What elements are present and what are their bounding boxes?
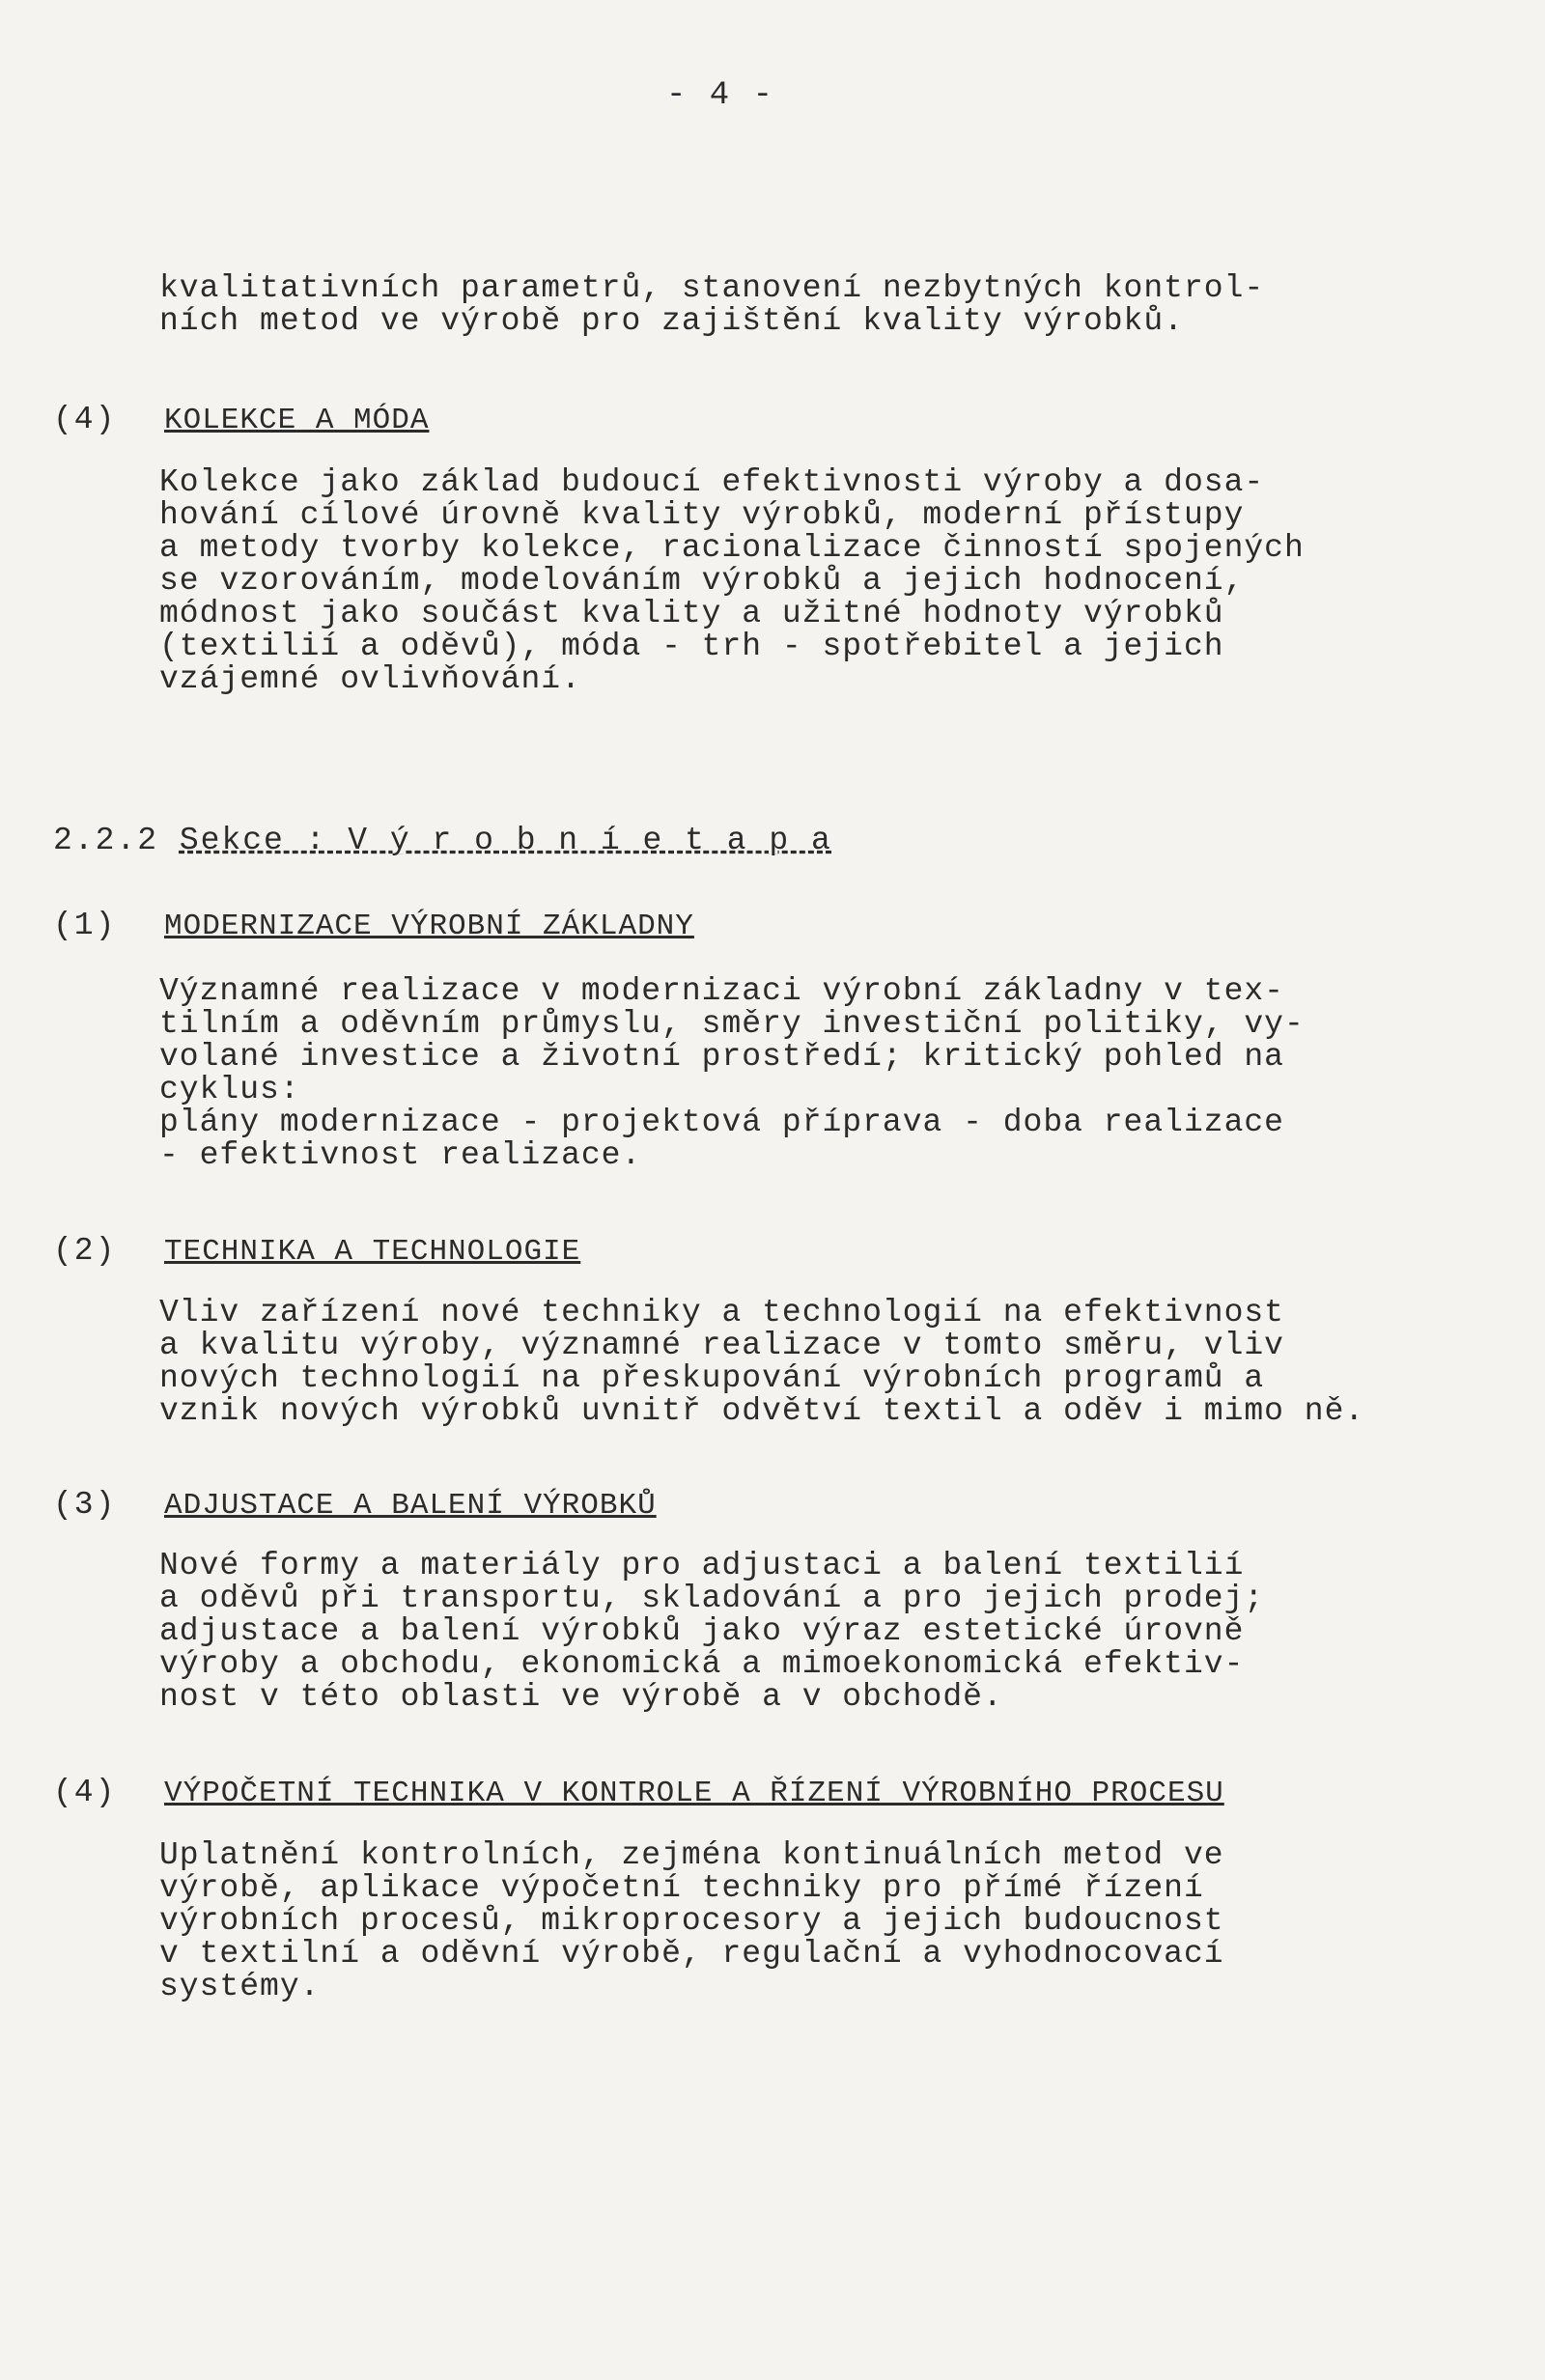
text-line: - efektivnost realizace. — [159, 1137, 642, 1173]
section-title — [53, 823, 832, 858]
item-paragraph — [159, 1839, 1444, 2003]
section-number: 2.2.2 — [53, 823, 159, 858]
text-line: adjustace a balení výrobků jako výraz estetické úrovně — [159, 1613, 1245, 1649]
text-line: a kvalitu výroby, významné realizace v tomto směru, vliv — [159, 1328, 1284, 1363]
item-heading: VÝPOČETNÍ TECHNIKA V KONTROLE A ŘÍZENÍ VÝROBNÍHO PROCESU — [164, 1777, 1224, 1810]
text-line: vznik nových výrobků uvnitř odvětví textil a oděv i mimo ně. — [159, 1393, 1365, 1429]
intro-paragraph — [159, 272, 1444, 338]
item-paragraph — [159, 466, 1444, 696]
item-heading: TECHNIKA A TECHNOLOGIE — [164, 1235, 581, 1269]
text-line: plány modernizace - projektová příprava - doba realizace — [159, 1105, 1284, 1140]
text-line: hování cílové úrovně kvality výrobků, moderní přístupy — [159, 497, 1245, 533]
item-number: (3) — [53, 1487, 117, 1523]
text-line: nových technologií na přeskupování výrobních programů a — [159, 1360, 1265, 1396]
text-line: (textilií a oděvů), móda - trh - spotřebitel a jejich — [159, 629, 1224, 664]
text-line: v textilní a oděvní výrobě, regulační a vyhodnocovací — [159, 1936, 1224, 1972]
text-line: Významné realizace v modernizaci výrobní základny v tex- — [159, 973, 1284, 1009]
item-heading: ADJUSTACE A BALENÍ VÝROBKŮ — [164, 1489, 657, 1523]
page-number: - 4 - — [666, 77, 775, 114]
text-line: výroby a obchodu, ekonomická a mimoekonomická efektiv- — [159, 1646, 1245, 1682]
item-paragraph — [159, 1550, 1444, 1714]
text-line: Vliv zařízení nové techniky a technologií na efektivnost — [159, 1295, 1284, 1330]
section-label: Sekce : V ý r o b n í e t a p a — [179, 823, 832, 858]
text-line: nost v této oblasti ve výrobě a v obchodě. — [159, 1679, 1003, 1715]
text-line: a oděvů při transportu, skladování a pro jejich prodej; — [159, 1581, 1265, 1616]
text-line: výrobě, aplikace výpočetní techniky pro přímé řízení — [159, 1870, 1204, 1906]
text-line: tilním a oděvním průmyslu, směry investiční politiky, vy- — [159, 1006, 1305, 1042]
text-line: výrobních procesů, mikroprocesory a jejich budoucnost — [159, 1903, 1224, 1939]
item-heading: KOLEKCE A MÓDA — [164, 404, 430, 437]
item-paragraph — [159, 1297, 1444, 1428]
text-line: a metody tvorby kolekce, racionalizace činností spojených — [159, 530, 1305, 566]
item-number: (1) — [53, 908, 117, 943]
text-line: cyklus: — [159, 1072, 300, 1107]
text-line: volané investice a životní prostředí; kritický pohled na — [159, 1039, 1284, 1075]
text-line: módnost jako součást kvality a užitné hodnoty výrobků — [159, 596, 1224, 631]
item-number: (4) — [53, 402, 117, 437]
item-heading: MODERNIZACE VÝROBNÍ ZÁKLADNY — [164, 910, 694, 943]
text-line: vzájemné ovlivňování. — [159, 661, 581, 697]
text-line: Uplatnění kontrolních, zejména kontinuálních metod ve — [159, 1837, 1224, 1873]
text-line: systémy. — [159, 1969, 321, 2004]
text-line: Kolekce jako základ budoucí efektivnosti výroby a dosa- — [159, 464, 1265, 500]
text-line: kvalitativních parametrů, stanovení nezbytných kontrol- — [159, 270, 1265, 306]
item-number: (4) — [53, 1775, 117, 1810]
text-line: se vzorováním, modelováním výrobků a jejich hodnocení, — [159, 563, 1245, 599]
item-paragraph — [159, 975, 1444, 1172]
text-line: Nové formy a materiály pro adjustaci a balení textilií — [159, 1548, 1245, 1583]
item-number: (2) — [53, 1233, 117, 1269]
text-line: ních metod ve výrobě pro zajištění kvality výrobků. — [159, 303, 1184, 339]
